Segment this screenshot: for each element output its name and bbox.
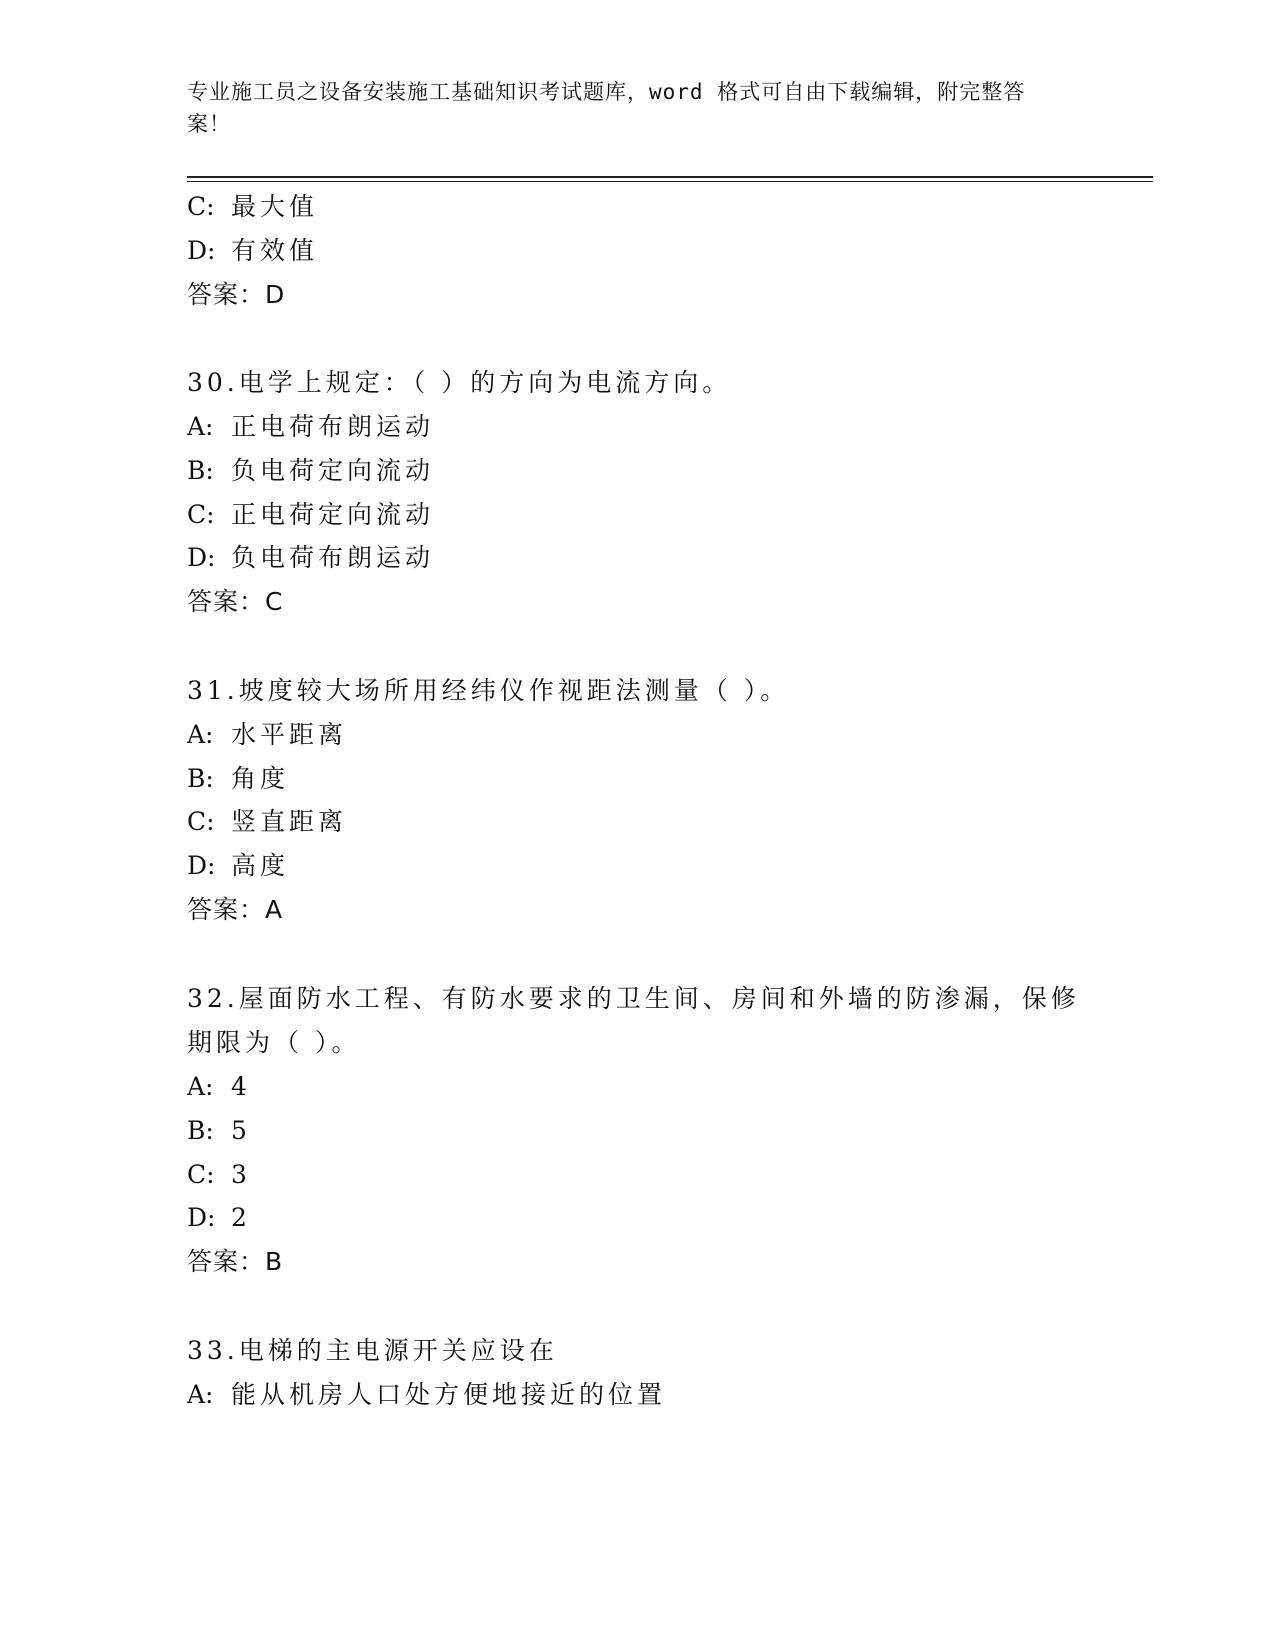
header-divider-thick (187, 176, 1153, 178)
question-stem: 32.屋面防水工程、有防水要求的卫生间、房间和外墙的防渗漏，保修 (187, 984, 1080, 1013)
option-line: B: 5 (187, 1116, 251, 1145)
document-header: 专业施工员之设备安装施工基础知识考试题库，word 格式可自由下载编辑，附完整答案！ (187, 80, 1026, 136)
option-line: C: 竖直距离 (187, 807, 348, 836)
question-stem: 30.电学上规定：（ ）的方向为电流方向。 (187, 368, 732, 397)
answer-line: 答案：A (187, 895, 284, 924)
option-line: C: 正电荷定向流动 (187, 500, 435, 529)
answer-line: 答案：D (187, 280, 286, 309)
option-line: D: 负电荷布朗运动 (187, 543, 435, 572)
option-line: D: 2 (187, 1203, 251, 1232)
header-divider-thin (187, 181, 1153, 182)
option-line: C: 最大值 (187, 192, 319, 221)
question-stem: 31.坡度较大场所用经纬仪作视距法测量（ ）。 (187, 676, 790, 705)
question-stem: 33.电梯的主电源开关应设在 (187, 1336, 558, 1365)
question-stem-continued: 期限为（ ）。 (187, 1028, 361, 1057)
option-line: A: 正电荷布朗运动 (187, 412, 435, 441)
option-line: B: 负电荷定向流动 (187, 456, 435, 485)
answer-line: 答案：B (187, 1247, 284, 1276)
option-line: D: 有效值 (187, 236, 319, 265)
option-line: A: 能从机房人口处方便地接近的位置 (187, 1380, 667, 1409)
option-line: B: 角度 (187, 764, 290, 793)
answer-line: 答案：C (187, 587, 284, 616)
option-line: C: 3 (187, 1160, 251, 1189)
option-line: A: 水平距离 (187, 720, 348, 749)
option-line: D: 高度 (187, 851, 290, 880)
option-line: A: 4 (187, 1072, 251, 1101)
